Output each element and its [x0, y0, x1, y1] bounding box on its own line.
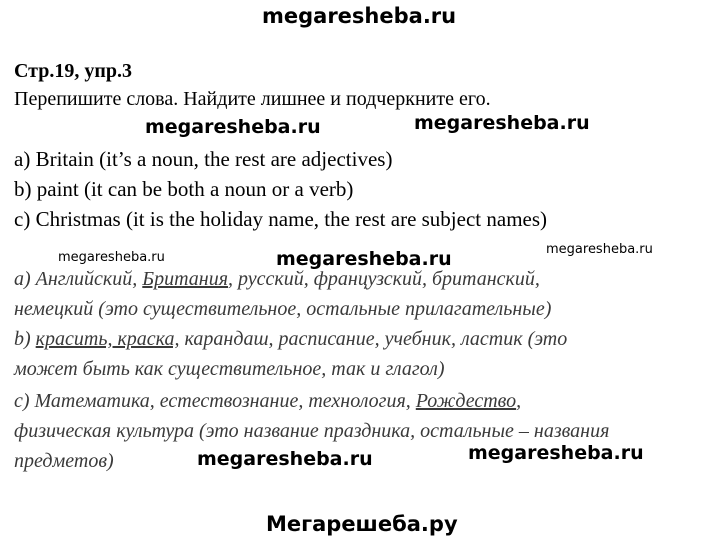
- answer-text: карандаш, расписание, учебник, ластик (это: [179, 328, 568, 350]
- russian-answer-a-line2: немецкий (это существительное, остальные прилагательные): [14, 298, 552, 320]
- russian-answer-b-line2: может быть как существительное, так и глагол): [14, 358, 445, 380]
- exercise-title: Стр.19, упр.3: [14, 60, 133, 82]
- russian-answer-c-line2: физическая культура (это название праздника, остальные – названия: [14, 420, 610, 442]
- answer-text: b): [14, 328, 36, 350]
- russian-answer-c-line1: [14, 390, 521, 413]
- footer-site-name: Мегарешеба.ру: [266, 512, 458, 536]
- english-answer-c: c) Christmas (it is the holiday name, the rest are subject names): [14, 207, 548, 231]
- answer-text: а) Английский,: [14, 268, 143, 290]
- watermark: megaresheba.ru: [546, 242, 653, 257]
- answer-text: , русский, французский, британский,: [228, 268, 540, 290]
- russian-answer-c-line3: предметов): [14, 450, 114, 472]
- exercise-instruction: Перепишите слова. Найдите лишнее и подчеркните его.: [14, 88, 491, 110]
- watermark: megaresheba.ru: [414, 112, 590, 134]
- russian-answer-a-line1: [14, 268, 540, 291]
- english-answer-a: a) Britain (it’s a noun, the rest are adjectives): [14, 147, 393, 171]
- header-site-name: megaresheba.ru: [262, 4, 457, 28]
- underlined-word: Британия: [142, 268, 228, 290]
- answer-text: с) Математика, естествознание, технология,: [14, 390, 416, 412]
- watermark: megaresheba.ru: [58, 250, 165, 265]
- underlined-word: красить, краска,: [35, 328, 180, 350]
- english-answer-b: b) paint (it can be both a noun or a verb): [14, 177, 354, 201]
- russian-answer-b-line1: [14, 328, 567, 351]
- watermark: megaresheba.ru: [145, 116, 321, 138]
- watermark: megaresheba.ru: [468, 442, 644, 464]
- watermark: megaresheba.ru: [197, 448, 373, 470]
- answer-text: ,: [516, 390, 522, 412]
- watermark: megaresheba.ru: [276, 248, 452, 270]
- underlined-word: Рождество: [415, 390, 517, 412]
